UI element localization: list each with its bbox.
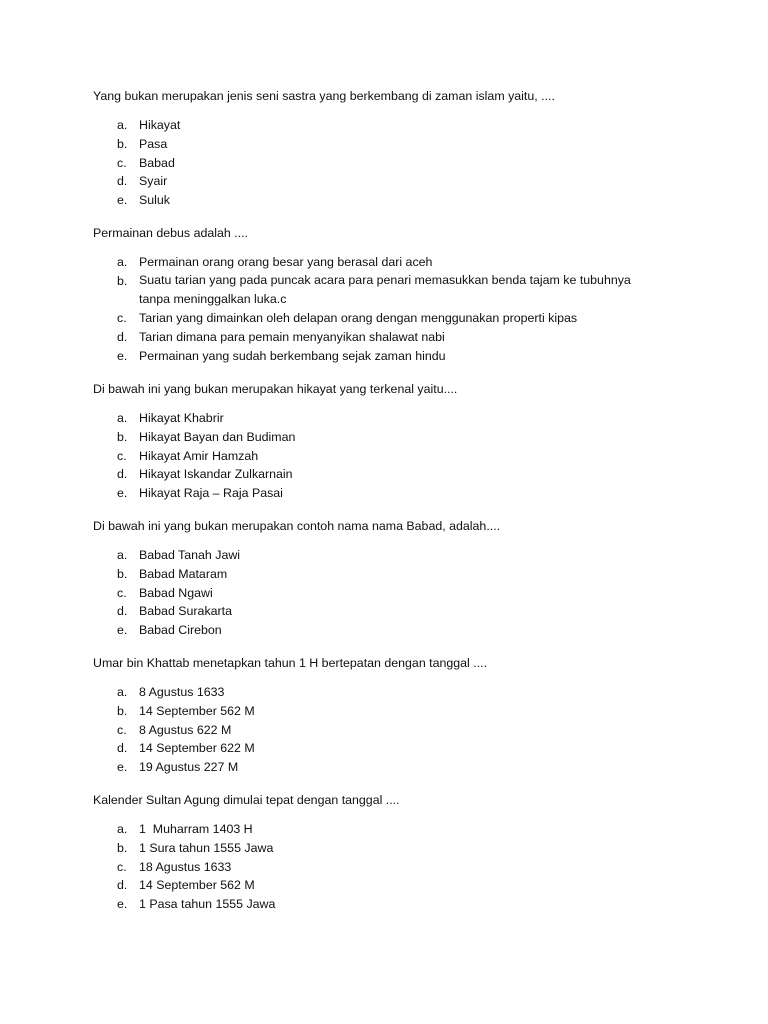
option-text: Hikayat Bayan dan Budiman: [139, 429, 296, 444]
option-text: 19 Agustus 227 M: [139, 760, 239, 775]
option-letter: a.: [117, 118, 128, 132]
option-letter: d.: [117, 878, 128, 893]
question-text: Permainan debus adalah ....: [93, 226, 248, 240]
option-text: Syair: [139, 174, 168, 189]
option-text: Tarian yang dimainkan oleh delapan orang dengan menggunakan properti kipas: [139, 311, 578, 326]
option-letter: c.: [117, 311, 127, 326]
option-text: Babad Surakarta: [139, 604, 232, 619]
option-text: 8 Agustus 622 M: [139, 722, 232, 737]
question-text: Yang bukan merupakan jenis seni sastra yang berkembang di zaman islam yaitu, ....: [93, 89, 555, 103]
option-letter: c.: [117, 585, 127, 600]
option-text: 14 September 562 M: [139, 878, 255, 893]
option-letter: c.: [117, 859, 127, 874]
option-letter: a.: [117, 255, 128, 269]
option-letter: d.: [117, 741, 128, 756]
option-letter: e.: [117, 623, 128, 638]
option-text: 8 Agustus 1633: [139, 685, 225, 699]
option-letter: b.: [117, 136, 128, 151]
option-text: Hikayat Amir Hamzah: [139, 448, 259, 463]
question-text: Umar bin Khattab menetapkan tahun 1 H bertepatan dengan tanggal ....: [93, 656, 488, 670]
option-text: 1 Pasa tahun 1555 Jawa: [139, 897, 276, 912]
question-text: Kalender Sultan Agung dimulai tepat dengan tanggal ....: [93, 793, 400, 807]
option-text: Permainan orang orang besar yang berasal dari aceh: [139, 255, 433, 269]
option-text: Tarian dimana para pemain menyanyikan shalawat nabi: [139, 330, 445, 345]
option-letter: c.: [117, 722, 127, 737]
option-text: Babad Cirebon: [139, 623, 222, 638]
option-letter: e.: [117, 760, 128, 775]
option-letter: d.: [117, 467, 128, 482]
option-text: Babad Mataram: [139, 566, 228, 581]
option-text: Hikayat Raja – Raja Pasai: [139, 486, 283, 501]
option-letter: c.: [117, 155, 127, 170]
option-text: Hikayat Iskandar Zulkarnain: [139, 467, 293, 482]
option-letter: a.: [117, 822, 128, 836]
option-text: Babad Tanah Jawi: [139, 548, 241, 562]
option-letter: a.: [117, 548, 128, 562]
option-text: Suluk: [139, 193, 170, 208]
option-text: Babad Ngawi: [139, 585, 213, 600]
option-letter: b.: [117, 703, 128, 718]
question-text: Di bawah ini yang bukan merupakan contoh nama nama Babad, adalah....: [93, 519, 501, 533]
option-text: 14 September 622 M: [139, 741, 255, 756]
option-letter: d.: [117, 174, 128, 189]
option-letter: c.: [117, 448, 127, 463]
option-letter: b.: [117, 429, 128, 444]
option-text: 1 Sura tahun 1555 Jawa: [139, 840, 274, 855]
option-letter: e.: [117, 897, 128, 912]
option-letter: e.: [117, 348, 128, 363]
option-text: Hikayat Khabrir: [139, 411, 224, 425]
option-text: 18 Agustus 1633: [139, 859, 232, 874]
option-letter: b.: [117, 840, 128, 855]
option-text: Permainan yang sudah berkembang sejak zaman hindu: [139, 348, 446, 363]
option-text: Pasa: [139, 136, 168, 151]
option-text: 1 Muharram 1403 H: [139, 822, 253, 836]
option-letter: b.: [117, 566, 128, 581]
option-text: 14 September 562 M: [139, 703, 255, 718]
option-letter: b.: [117, 273, 128, 288]
option-letter: d.: [117, 330, 128, 345]
option-text: Suatu tarian yang pada puncak acara para penari memasukkan benda tajam ke tubuhnya tanpa meninggalkan luka.c: [139, 273, 631, 307]
option-letter: d.: [117, 604, 128, 619]
option-text: Babad: [139, 155, 175, 170]
option-letter: a.: [117, 411, 128, 425]
option-letter: a.: [117, 685, 128, 699]
question-text: Di bawah ini yang bukan merupakan hikayat yang terkenal yaitu....: [93, 382, 458, 396]
option-text: Hikayat: [139, 118, 181, 132]
option-letter: e.: [117, 193, 128, 208]
option-letter: e.: [117, 486, 128, 501]
